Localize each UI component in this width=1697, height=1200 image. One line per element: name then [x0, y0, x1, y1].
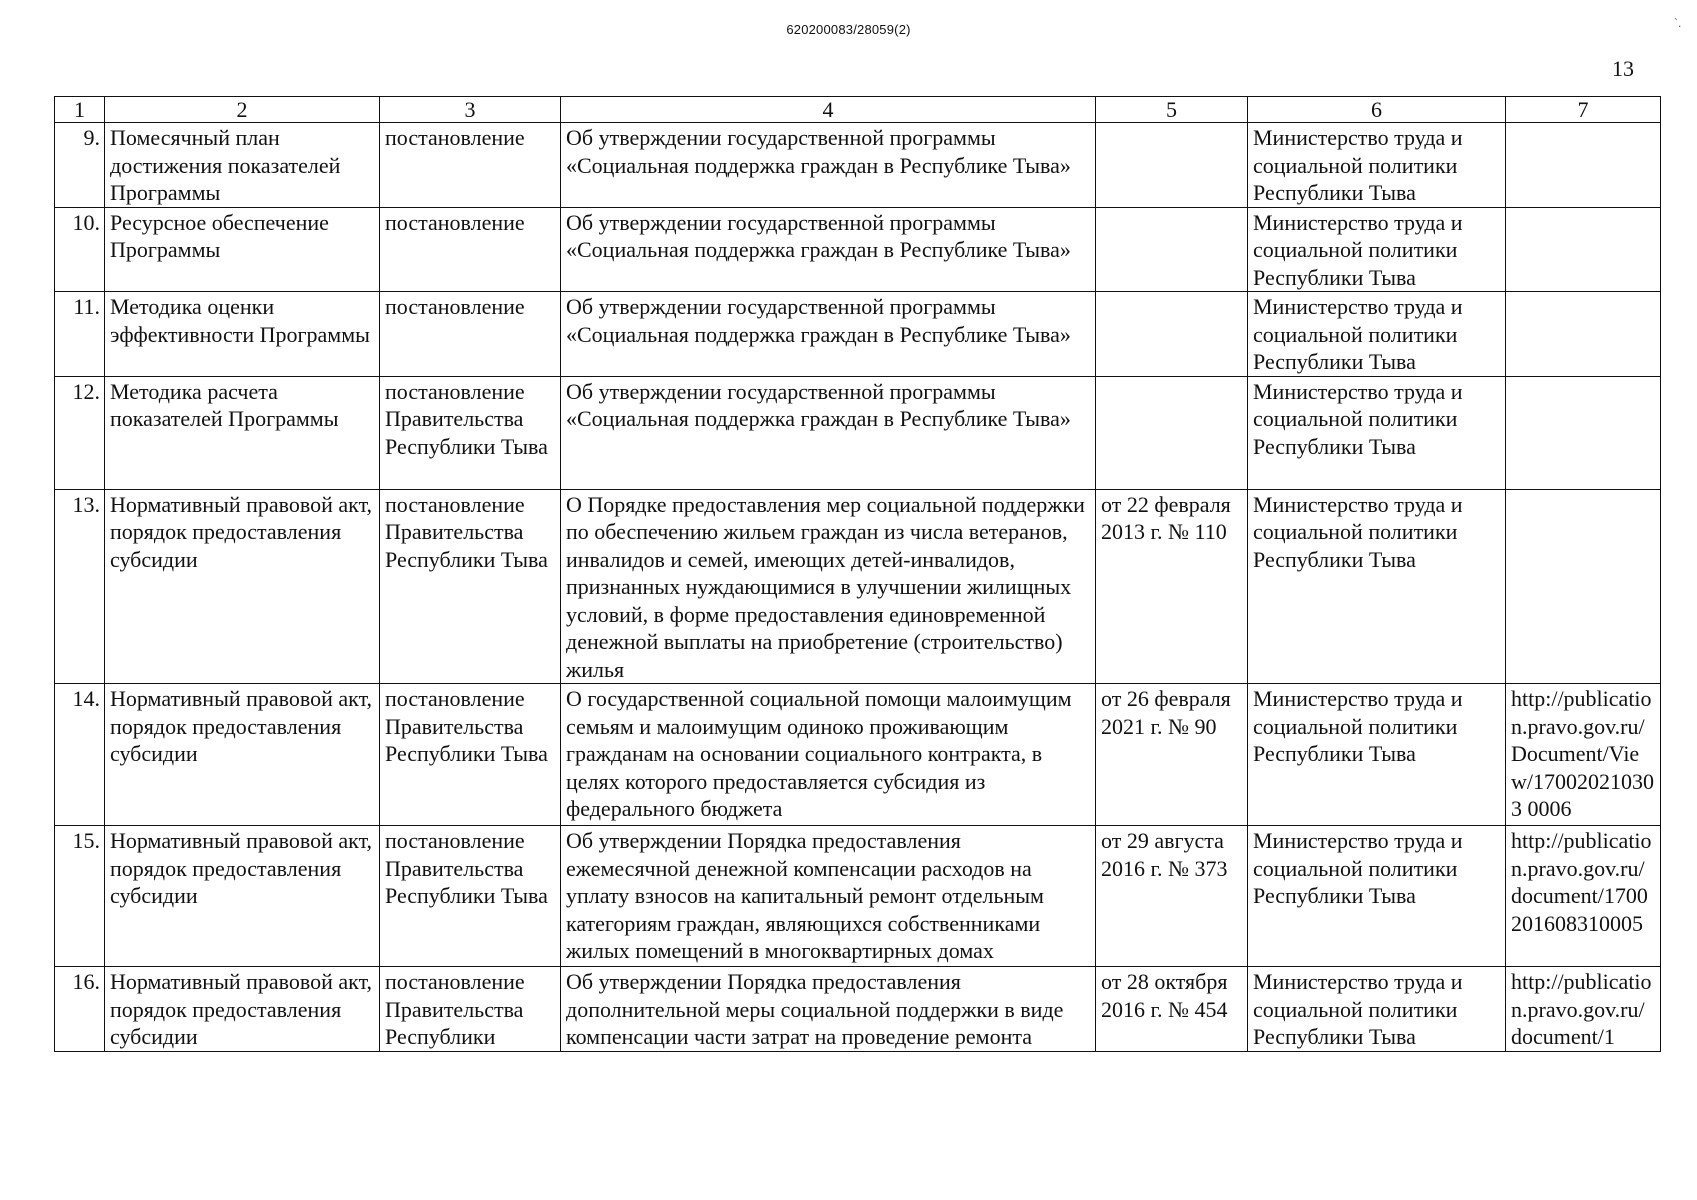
act-type: постановление Правительства Республики Тыва [380, 376, 561, 489]
table-row [55, 123, 1661, 208]
table-row [55, 489, 1661, 684]
act-date [1096, 292, 1248, 377]
act-type: постановление [380, 123, 561, 208]
act-type: постановление Правительства Республики Тыва [380, 684, 561, 826]
act-type: постановление Правительства Республики [380, 967, 561, 1052]
column-header: 3 [380, 97, 561, 123]
act-title: Об утверждении государственной программы «Социальная поддержка граждан в Республике Тыва» [561, 376, 1096, 489]
responsible-org: Министерство труда и социальной политики Республики Тыва [1248, 123, 1506, 208]
row-number: 9. [55, 123, 105, 208]
act-date [1096, 123, 1248, 208]
source-link[interactable] [1506, 123, 1661, 208]
header-row [55, 97, 1661, 123]
table-row [55, 376, 1661, 489]
table-row [55, 207, 1661, 292]
act-title: Об утверждении Порядка предоставления ежемесячной денежной компенсации расходов на уплату взносов на капитальный ремонт отдельным категориям граждан, являющихся собственниками жилых помещений в многоквартирных домах [561, 826, 1096, 967]
act-date: от 22 февраля 2013 г. № 110 [1096, 489, 1248, 684]
column-header: 2 [105, 97, 380, 123]
indicator-name: Нормативный правовой акт, порядок предоставления субсидии [105, 489, 380, 684]
act-type: постановление [380, 292, 561, 377]
responsible-org: Министерство труда и социальной политики Республики Тыва [1248, 376, 1506, 489]
row-number: 12. [55, 376, 105, 489]
column-header: 4 [561, 97, 1096, 123]
row-number: 13. [55, 489, 105, 684]
act-type: постановление Правительства Республики Тыва [380, 489, 561, 684]
document-id: 620200083/28059(2) [786, 22, 911, 37]
act-title: О государственной социальной помощи малоимущим семьям и малоимущим одиноко проживающим гражданам на основании социального контракта, в целях которого предоставляется субсидия из федерального бюджета [561, 684, 1096, 826]
source-link[interactable] [1506, 489, 1661, 684]
responsible-org: Министерство труда и социальной политики Республики Тыва [1248, 489, 1506, 684]
act-type: постановление [380, 207, 561, 292]
column-header: 5 [1096, 97, 1248, 123]
indicator-name: Методика расчета показателей Программы [105, 376, 380, 489]
act-date: от 29 августа 2016 г. № 373 [1096, 826, 1248, 967]
indicator-name: Ресурсное обеспечение Программы [105, 207, 380, 292]
act-date [1096, 376, 1248, 489]
row-number: 11. [55, 292, 105, 377]
page-number: 13 [1612, 56, 1634, 81]
table-row [55, 684, 1661, 826]
row-number: 14. [55, 684, 105, 826]
indicator-name: Нормативный правовой акт, порядок предоставления субсидии [105, 826, 380, 967]
row-number: 16. [55, 967, 105, 1052]
table-row [55, 826, 1661, 967]
responsible-org: Министерство труда и социальной политики Республики Тыва [1248, 967, 1506, 1052]
source-link[interactable] [1506, 376, 1661, 489]
act-title: Об утверждении Порядка предоставления дополнительной меры социальной поддержки в виде компенсации части затрат на проведение ремонта [561, 967, 1096, 1052]
row-number: 10. [55, 207, 105, 292]
act-title: Об утверждении государственной программы «Социальная поддержка граждан в Республике Тыва» [561, 123, 1096, 208]
column-header: 1 [55, 97, 105, 123]
act-date: от 26 февраля 2021 г. № 90 [1096, 684, 1248, 826]
source-link[interactable] [1506, 292, 1661, 377]
corner-mark: `. [1674, 16, 1682, 30]
indicator-name: Методика оценки эффективности Программы [105, 292, 380, 377]
responsible-org: Министерство труда и социальной политики Республики Тыва [1248, 292, 1506, 377]
act-date [1096, 207, 1248, 292]
indicator-name: Помесячный план достижения показателей Программы [105, 123, 380, 208]
act-title: Об утверждении государственной программы «Социальная поддержка граждан в Республике Тыва» [561, 292, 1096, 377]
act-date: от 28 октября 2016 г. № 454 [1096, 967, 1248, 1052]
responsible-org: Министерство труда и социальной политики Республики Тыва [1248, 826, 1506, 967]
row-number: 15. [55, 826, 105, 967]
table-row [55, 292, 1661, 377]
responsible-org: Министерство труда и социальной политики Республики Тыва [1248, 207, 1506, 292]
column-header: 7 [1506, 97, 1661, 123]
source-link[interactable]: http://publication.pravo.gov.ru/Document/View/170020210303 0006 [1506, 684, 1661, 826]
source-link[interactable]: http://publication.pravo.gov.ru/document/1700201608310005 [1506, 826, 1661, 967]
table-row [55, 967, 1661, 1052]
act-title: Об утверждении государственной программы «Социальная поддержка граждан в Республике Тыва» [561, 207, 1096, 292]
responsible-org: Министерство труда и социальной политики Республики Тыва [1248, 684, 1506, 826]
source-link[interactable]: http://publication.pravo.gov.ru/document/1 [1506, 967, 1661, 1052]
act-title: О Порядке предоставления мер социальной поддержки по обеспечению жильем граждан из числа ветеранов, инвалидов и семей, имеющих детей-инвалидов, признанных нуждающимися в улучшении жилищных условий, в форме предоставления единовременной денежной выплаты на приобретение (строительство) жилья [561, 489, 1096, 684]
column-header: 6 [1248, 97, 1506, 123]
source-link[interactable] [1506, 207, 1661, 292]
register-table [54, 96, 1661, 1052]
act-type: постановление Правительства Республики Тыва [380, 826, 561, 967]
indicator-name: Нормативный правовой акт, порядок предоставления субсидии [105, 967, 380, 1052]
indicator-name: Нормативный правовой акт, порядок предоставления субсидии [105, 684, 380, 826]
